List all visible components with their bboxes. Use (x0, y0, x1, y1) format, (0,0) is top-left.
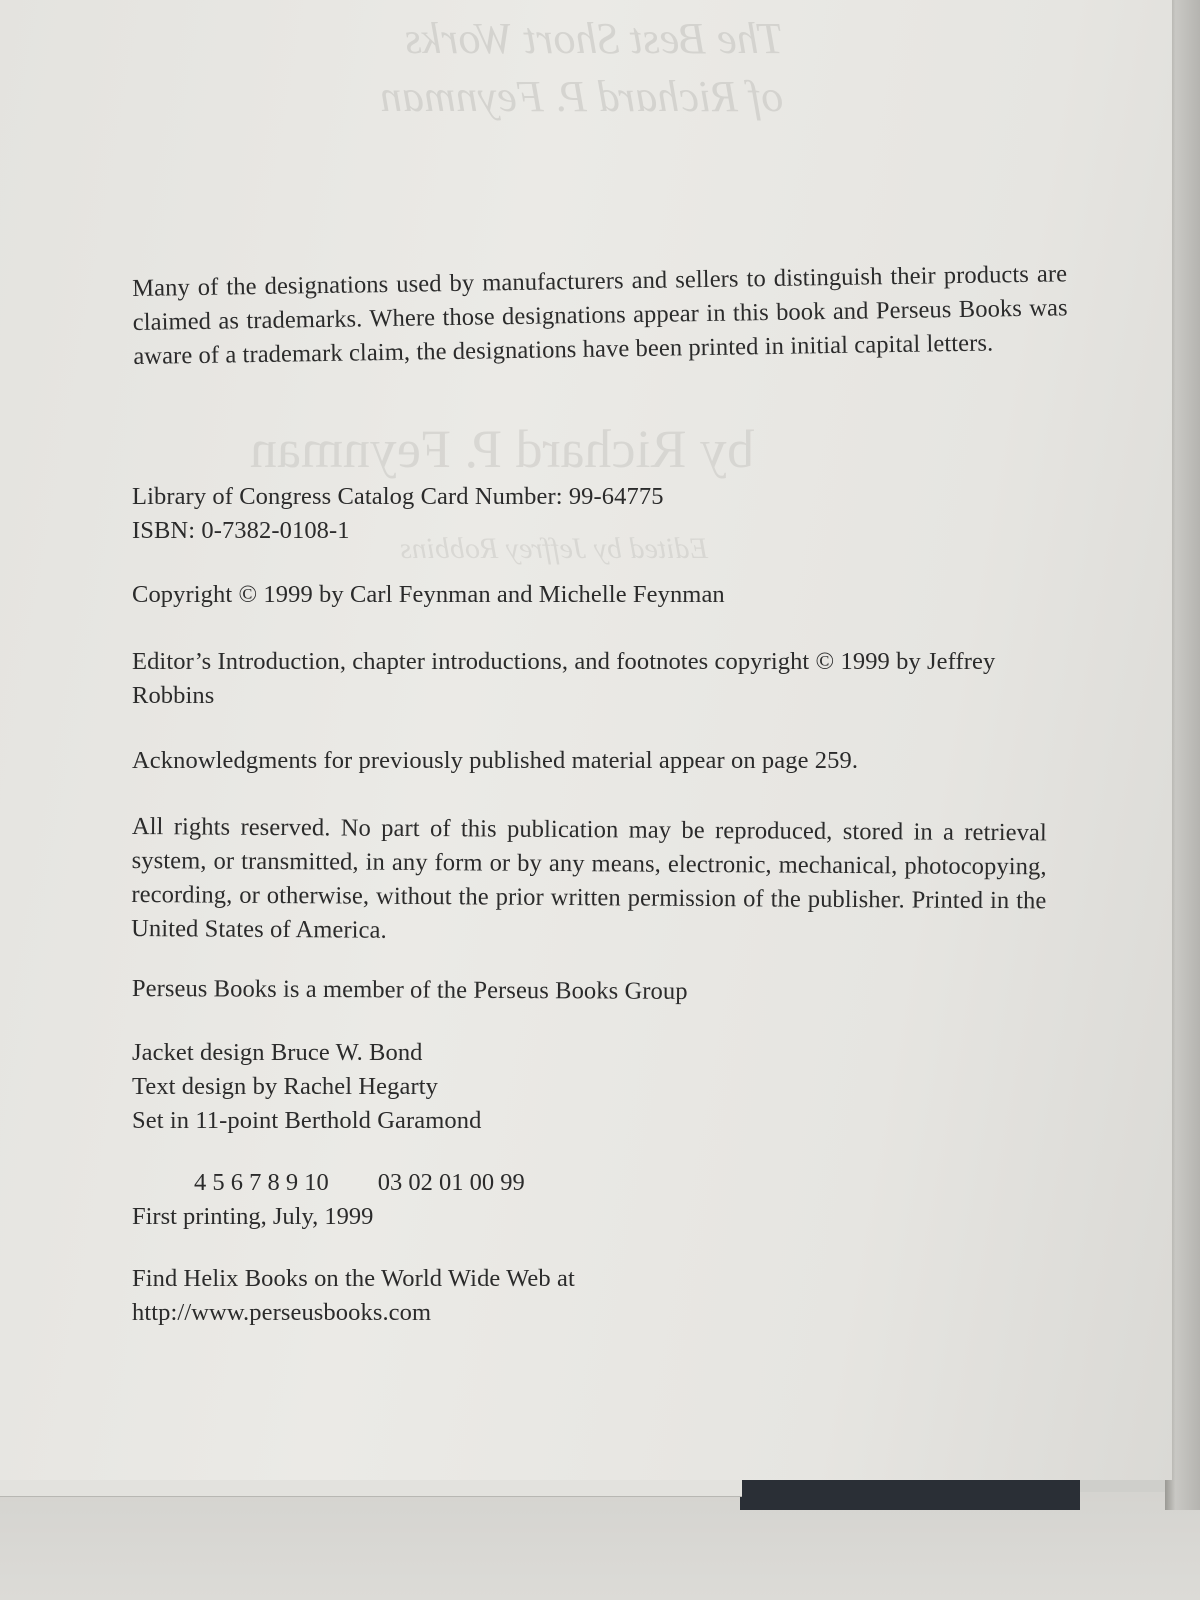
catalog-info (132, 480, 1072, 548)
show-through-editor: Edited by Jeffrey Robbins (400, 532, 708, 565)
text-design: Text design by Rachel Hegarty (132, 1073, 438, 1100)
book-cover-edge (740, 1480, 1080, 1510)
first-printing: First printing, July, 1999 (132, 1203, 374, 1230)
group-notice: Perseus Books is a member of the Perseus Books Group (131, 974, 688, 1005)
typeface-line: Set in 11-point Berthold Garamond (132, 1107, 482, 1134)
publisher-url: http://www.perseusbooks.com (132, 1299, 432, 1326)
web-line: Find Helix Books on the World Wide Web at (132, 1265, 575, 1292)
printer-number-line: 4 5 6 7 8 9 10 03 02 01 00 99 (194, 1169, 525, 1196)
design-credits (132, 1036, 1072, 1138)
copyright-line: Copyright © 1999 by Carl Feynman and Michelle Feynman (132, 581, 725, 608)
show-through-author: by Richard P. Feynman (250, 419, 754, 479)
web-info (132, 1262, 1072, 1330)
editor-copyright: Editor’s Introduction, chapter introductions, and footnotes copyright © 1999 by Jeffrey Robbins (132, 648, 996, 709)
acknowledgments-line: Acknowledgments for previously published material appear on page 259. (132, 747, 859, 774)
lccn-line: Library of Congress Catalog Card Number: 99-64775 (132, 483, 664, 510)
jacket-design: Jacket design Bruce W. Bond (132, 1039, 423, 1066)
printing-info (132, 1166, 525, 1234)
show-through-title: The Best Short Works of Richard P. Feynman (380, 14, 784, 121)
trademark-notice: Many of the designations used by manufacturers and sellers to distinguish their products are claimed as trademarks. Where those designations appear in this book and Perseus Books was aware of a trademark claim, the designations have been printed in initial capital letters. (132, 260, 1068, 370)
rights-reserved: All rights reserved. No part of this publication may be reproduced, stored in a retrieval system, or transmitted, in any form or by any means, electronic, mechanical, photocopying, recording, or otherwise, without the prior written permission of the publisher. Printed in the United States of America. (131, 812, 1047, 944)
isbn-line: ISBN: 0-7382-0108-1 (132, 517, 350, 544)
